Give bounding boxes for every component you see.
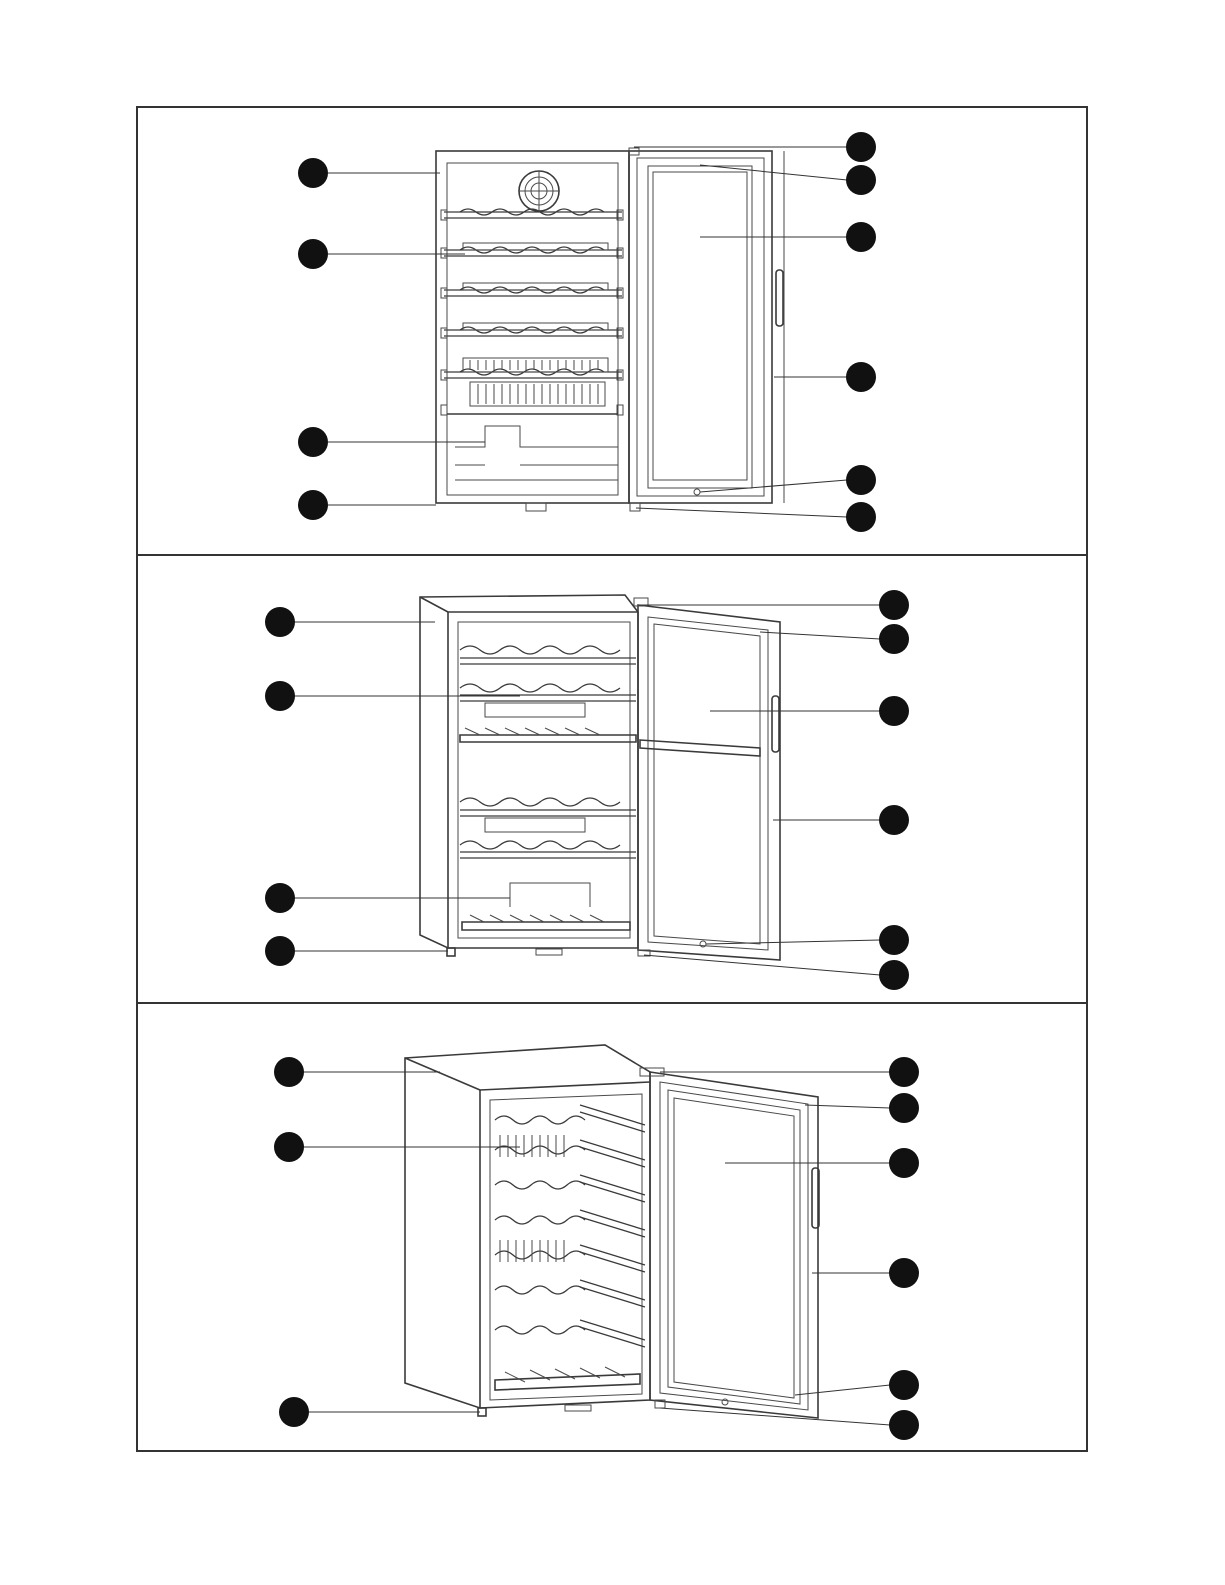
callout-marker [889, 1258, 919, 1288]
callout-marker [889, 1093, 919, 1123]
callout-marker [298, 490, 328, 520]
callout-marker [265, 607, 295, 637]
callout-marker [265, 883, 295, 913]
callout-marker [879, 624, 909, 654]
callout-marker [265, 936, 295, 966]
callout-marker [879, 925, 909, 955]
panel-three-quarter-view [137, 1003, 1087, 1451]
leader-lines [294, 605, 880, 975]
leader-lines [303, 1072, 890, 1425]
callout-marker [889, 1370, 919, 1400]
callout-marker [879, 696, 909, 726]
callout-marker [846, 222, 876, 252]
glass-door [629, 148, 784, 511]
panel-front-view [137, 107, 1087, 555]
cabinet [420, 595, 638, 956]
callout-marker [879, 960, 909, 990]
cabinet [436, 151, 629, 511]
wine-shelves [460, 646, 636, 930]
fan-icon [519, 171, 559, 211]
callout-marker [265, 681, 295, 711]
callout-marker [279, 1397, 309, 1427]
glass-door [634, 598, 780, 960]
callout-marker [298, 158, 328, 188]
callout-marker [846, 362, 876, 392]
callout-marker [298, 427, 328, 457]
cabinet [405, 1045, 650, 1416]
callout-marker [274, 1132, 304, 1162]
wine-shelves [444, 209, 622, 406]
callout-marker [879, 590, 909, 620]
callout-marker [846, 502, 876, 532]
panel-angled-view [137, 555, 1087, 1003]
callout-marker [846, 165, 876, 195]
panel-frame [137, 107, 1087, 555]
callout-marker [889, 1057, 919, 1087]
callout-markers [298, 132, 876, 532]
callout-marker [298, 239, 328, 269]
glass-door [640, 1068, 819, 1418]
callout-markers [274, 1057, 919, 1440]
callout-marker [889, 1410, 919, 1440]
callout-marker [889, 1148, 919, 1178]
wine-shelves [495, 1105, 645, 1390]
leader-lines [328, 147, 847, 517]
callout-marker [846, 465, 876, 495]
callout-marker [274, 1057, 304, 1087]
callout-marker [846, 132, 876, 162]
callout-marker [879, 805, 909, 835]
